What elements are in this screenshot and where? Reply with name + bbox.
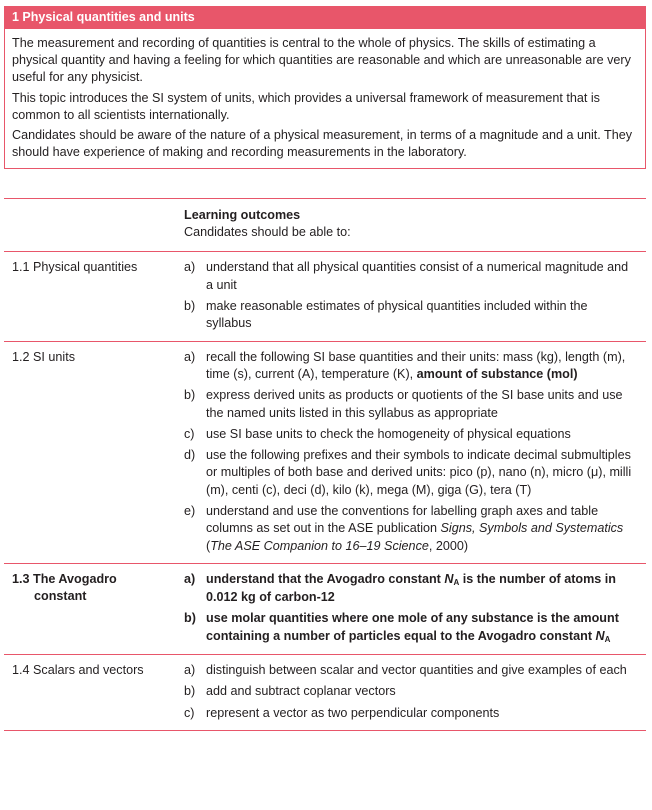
outcome-item xyxy=(184,610,636,646)
item-letter: a) xyxy=(184,260,196,275)
outcome-item xyxy=(184,349,636,384)
section-title: 1.3 The Avogadro constant xyxy=(12,571,117,604)
item-letter: e) xyxy=(184,503,196,518)
avogadro-symbol: N xyxy=(595,628,605,643)
outcome-item xyxy=(184,503,636,555)
item-letter: a) xyxy=(184,349,196,364)
publication-title: Signs, Symbols and Systematics xyxy=(440,521,624,536)
item-text: understand that the Avogadro constant $N_A$ is the number of atoms in 0.012 kg of carbon-12 xyxy=(206,571,616,605)
outcome-item xyxy=(184,447,636,499)
topic-title: 1 Physical quantities and units xyxy=(4,6,646,29)
section-1-1 xyxy=(4,252,646,340)
item-letter: c) xyxy=(184,705,195,720)
item-letter: b) xyxy=(184,611,196,626)
item-text: distinguish between scalar and vector quantities and give examples of each xyxy=(206,663,627,678)
outcome-item xyxy=(184,662,636,679)
item-text: represent a vector as two perpendicular components xyxy=(206,705,500,720)
outcome-item xyxy=(184,426,636,443)
item-letter: b) xyxy=(184,299,196,314)
item-text: add and subtract coplanar vectors xyxy=(206,684,396,699)
outcome-item xyxy=(184,298,636,333)
item-text: use SI base units to check the homogeneity of physical equations xyxy=(206,426,571,441)
item-text: make reasonable estimates of physical quantities included within the syllabus xyxy=(206,299,588,331)
learning-outcomes-header xyxy=(4,199,646,251)
item-text: understand that all physical quantities consist of a numerical magnitude and a unit xyxy=(206,260,629,292)
intro-paragraph: The measurement and recording of quantities is central to the whole of physics. The skills of estimating a physical quantity and having a feeling for which quantities are reasonable and which are unreasonable are very useful for any physicist. xyxy=(12,36,631,85)
section-title: 1.4 Scalars and vectors xyxy=(12,663,144,678)
section-title: 1.2 SI units xyxy=(12,349,76,364)
outcome-item xyxy=(184,683,636,700)
outcome-item xyxy=(184,571,636,607)
intro-paragraph: Candidates should be aware of the nature of a physical measurement, in terms of a magnitude and a unit. They should have experience of making and recording measurements in the laboratory. xyxy=(12,128,633,160)
item-text: use the following prefixes and their symbols to indicate decimal submultiples or multiples of both base and derived units: pico (p), nano (n), micro (μ), milli (m), centi (c), deci (d), kilo (k), mega (M), giga (G), tera (T) xyxy=(206,448,632,497)
item-text: use molar quantities where one mole of any substance is the amount containing a number of particles equal to the Avogadro constant $N_A$ xyxy=(206,611,619,644)
section-1-2 xyxy=(4,342,646,563)
outcome-item xyxy=(184,387,636,422)
item-letter: d) xyxy=(184,448,196,463)
item-letter: a) xyxy=(184,571,196,586)
item-letter: b) xyxy=(184,684,196,699)
item-letter: a) xyxy=(184,663,196,678)
outcome-item xyxy=(184,259,636,294)
section-title: 1.1 Physical quantities xyxy=(12,260,138,275)
item-letter: c) xyxy=(184,426,195,441)
learning-outcomes-heading: Learning outcomes xyxy=(184,208,301,223)
item-letter: b) xyxy=(184,388,196,403)
item-text: express derived units as products or quotients of the SI base units and use the named units listed in this syllabus as appropriate xyxy=(206,388,623,420)
outcome-item xyxy=(184,705,636,722)
intro-box xyxy=(4,29,646,169)
intro-paragraph: This topic introduces the SI system of units, which provides a universal framework of measurement that is common to all scientists internationally. xyxy=(12,90,600,122)
syllabus-page xyxy=(4,6,646,731)
section-1-4 xyxy=(4,655,646,730)
publication-subtitle: The ASE Companion to 16–19 Science xyxy=(210,538,429,553)
divider xyxy=(4,730,646,731)
item-text: understand and use the conventions for labelling graph axes and table columns as set out in the ASE publication Signs, Symbols and Systematics (The ASE Companion to 16–19 Science, 2000) xyxy=(206,503,624,553)
item-bold-text: amount of substance (mol) xyxy=(416,366,578,381)
section-1-3 xyxy=(4,564,646,654)
avogadro-symbol: N xyxy=(444,571,454,586)
item-text: recall the following SI base quantities and their units: mass (kg), length (m), time (s), current (A), temperature (K), amount of substance (mol) xyxy=(206,349,626,381)
learning-outcomes-subheading: Candidates should be able to: xyxy=(184,225,351,240)
